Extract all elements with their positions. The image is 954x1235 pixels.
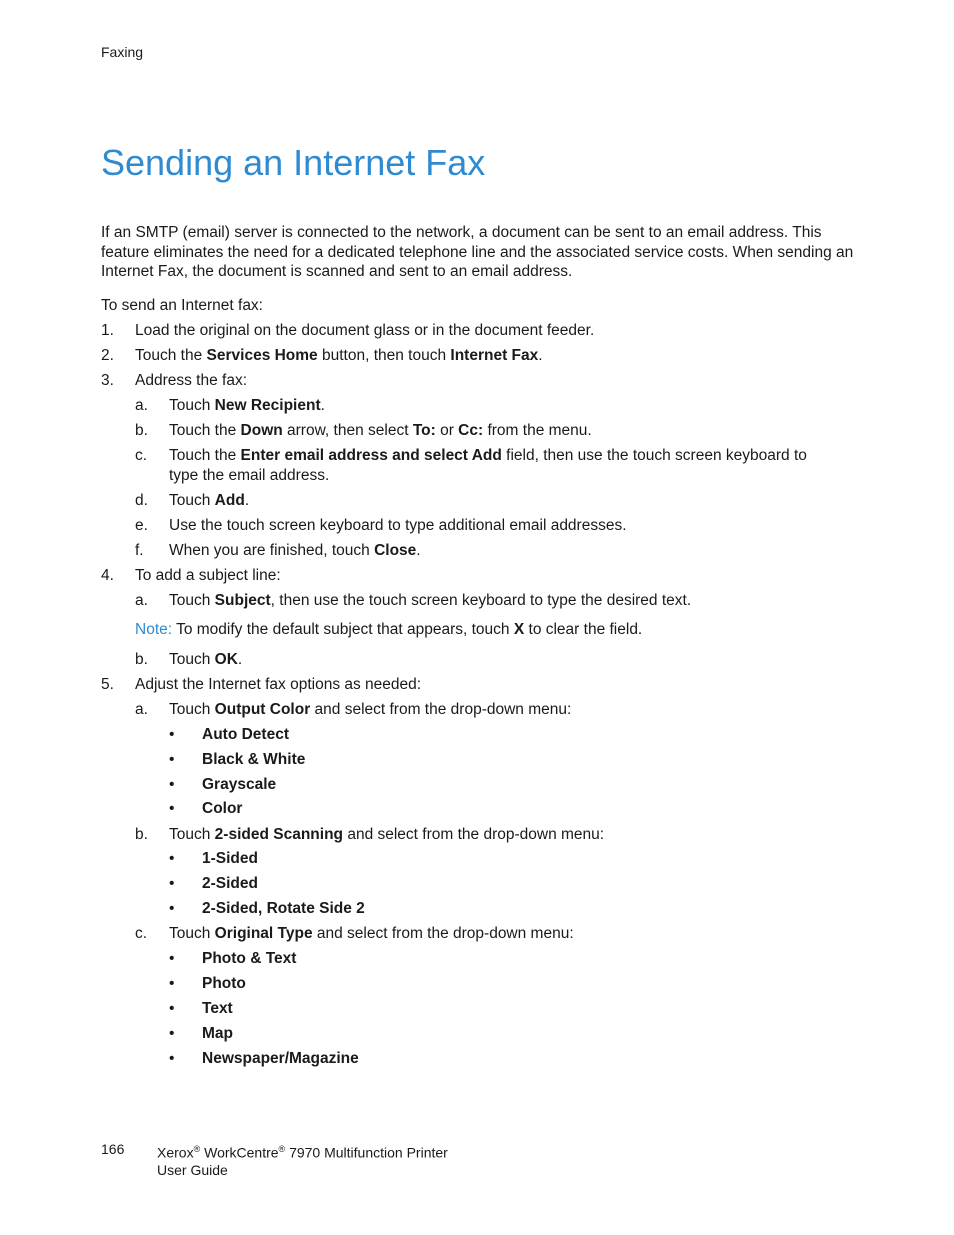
substep-text: Use the touch screen keyboard to type additional email addresses. <box>169 517 627 534</box>
step-text: Adjust the Internet fax options as needed: <box>135 676 422 693</box>
bullet-icon: • <box>169 875 175 892</box>
substep-text: Touch OK. <box>169 651 243 668</box>
substep-letter: b. <box>135 422 148 439</box>
bullet-text: 2-Sided, Rotate Side 2 <box>202 900 365 917</box>
bullet-text: Newspaper/Magazine <box>202 1050 359 1067</box>
substep-text: Touch New Recipient. <box>169 397 325 414</box>
substep-letter: a. <box>135 701 148 718</box>
substep-text: Touch the Enter email address and select Add field, then use the touch screen keyboard to <box>169 447 807 464</box>
substep-text: Touch Subject, then use the touch screen keyboard to type the desired text. <box>169 592 692 609</box>
bullet-icon: • <box>169 900 175 917</box>
bullet-text: Photo & Text <box>202 950 297 967</box>
substep-text: When you are finished, touch Close. <box>169 542 421 559</box>
running-header: Faxing <box>101 44 144 60</box>
substep-letter: c. <box>135 925 148 942</box>
bullet-icon: • <box>169 950 175 967</box>
bullet-text: Text <box>202 1000 233 1017</box>
substep-letter: b. <box>135 826 148 843</box>
bullet-text: 1-Sided <box>202 850 258 867</box>
bullet-icon: • <box>169 726 175 743</box>
note-label: Note: <box>135 621 173 638</box>
intro-paragraph: If an SMTP (email) server is connected to the network, a document can be sent to an email address. This feature eliminates the need for a dedicated telephone line and the associated service costs. When sending an Internet Fax, the document is scanned and sent to an email address. <box>101 224 854 280</box>
substep-letter: e. <box>135 517 148 534</box>
substep-text-continued: type the email address. <box>169 467 330 484</box>
bullet-icon: • <box>169 850 175 867</box>
bullet-icon: • <box>169 751 175 768</box>
bullet-icon: • <box>169 1000 175 1017</box>
substep-text: Touch Add. <box>169 492 250 509</box>
substep-text: Touch 2-sided Scanning and select from the drop-down menu: <box>169 826 605 843</box>
bullet-text: Photo <box>202 975 246 992</box>
lead-text: To send an Internet fax: <box>101 297 263 314</box>
step-number: 4. <box>101 567 114 584</box>
bullet-text: Map <box>202 1025 233 1042</box>
substep-letter: a. <box>135 397 148 414</box>
substep-letter: b. <box>135 651 148 668</box>
bullet-icon: • <box>169 975 175 992</box>
substep-text: Touch the Down arrow, then select To: or Cc: from the menu. <box>169 422 592 439</box>
bullet-text: Black & White <box>202 751 306 768</box>
substep-letter: c. <box>135 447 148 464</box>
step-number: 5. <box>101 676 114 693</box>
step-text: Address the fax: <box>135 372 248 389</box>
substep-letter: f. <box>135 542 144 559</box>
bullet-icon: • <box>169 800 175 817</box>
bullet-text: 2-Sided <box>202 875 258 892</box>
substep-text: Touch Original Type and select from the drop-down menu: <box>169 925 574 942</box>
bullet-icon: • <box>169 1050 175 1067</box>
step-number: 3. <box>101 372 114 389</box>
bullet-icon: • <box>169 1025 175 1042</box>
bullet-text: Auto Detect <box>202 726 289 743</box>
step-text: Touch the Services Home button, then touch Internet Fax. <box>135 347 543 364</box>
bullet-icon: • <box>169 776 175 793</box>
step-text: To add a subject line: <box>135 567 281 584</box>
footer-product: Xerox® WorkCentre® 7970 Multifunction Printer User Guide <box>157 1144 448 1178</box>
footer-guide: User Guide <box>157 1161 228 1178</box>
substep-letter: a. <box>135 592 148 609</box>
bullet-text: Color <box>202 800 243 817</box>
substep-letter: d. <box>135 492 148 509</box>
page-title: Sending an Internet Fax <box>101 142 486 183</box>
substep-text: Touch Output Color and select from the drop-down menu: <box>169 701 572 718</box>
step-number: 2. <box>101 347 114 364</box>
note: Note: To modify the default subject that appears, touch X to clear the field. <box>135 621 643 638</box>
bullet-text: Grayscale <box>202 776 277 793</box>
page-number: 166 <box>101 1141 125 1157</box>
step-number: 1. <box>101 322 114 339</box>
step-text: Load the original on the document glass or in the document feeder. <box>135 322 595 339</box>
